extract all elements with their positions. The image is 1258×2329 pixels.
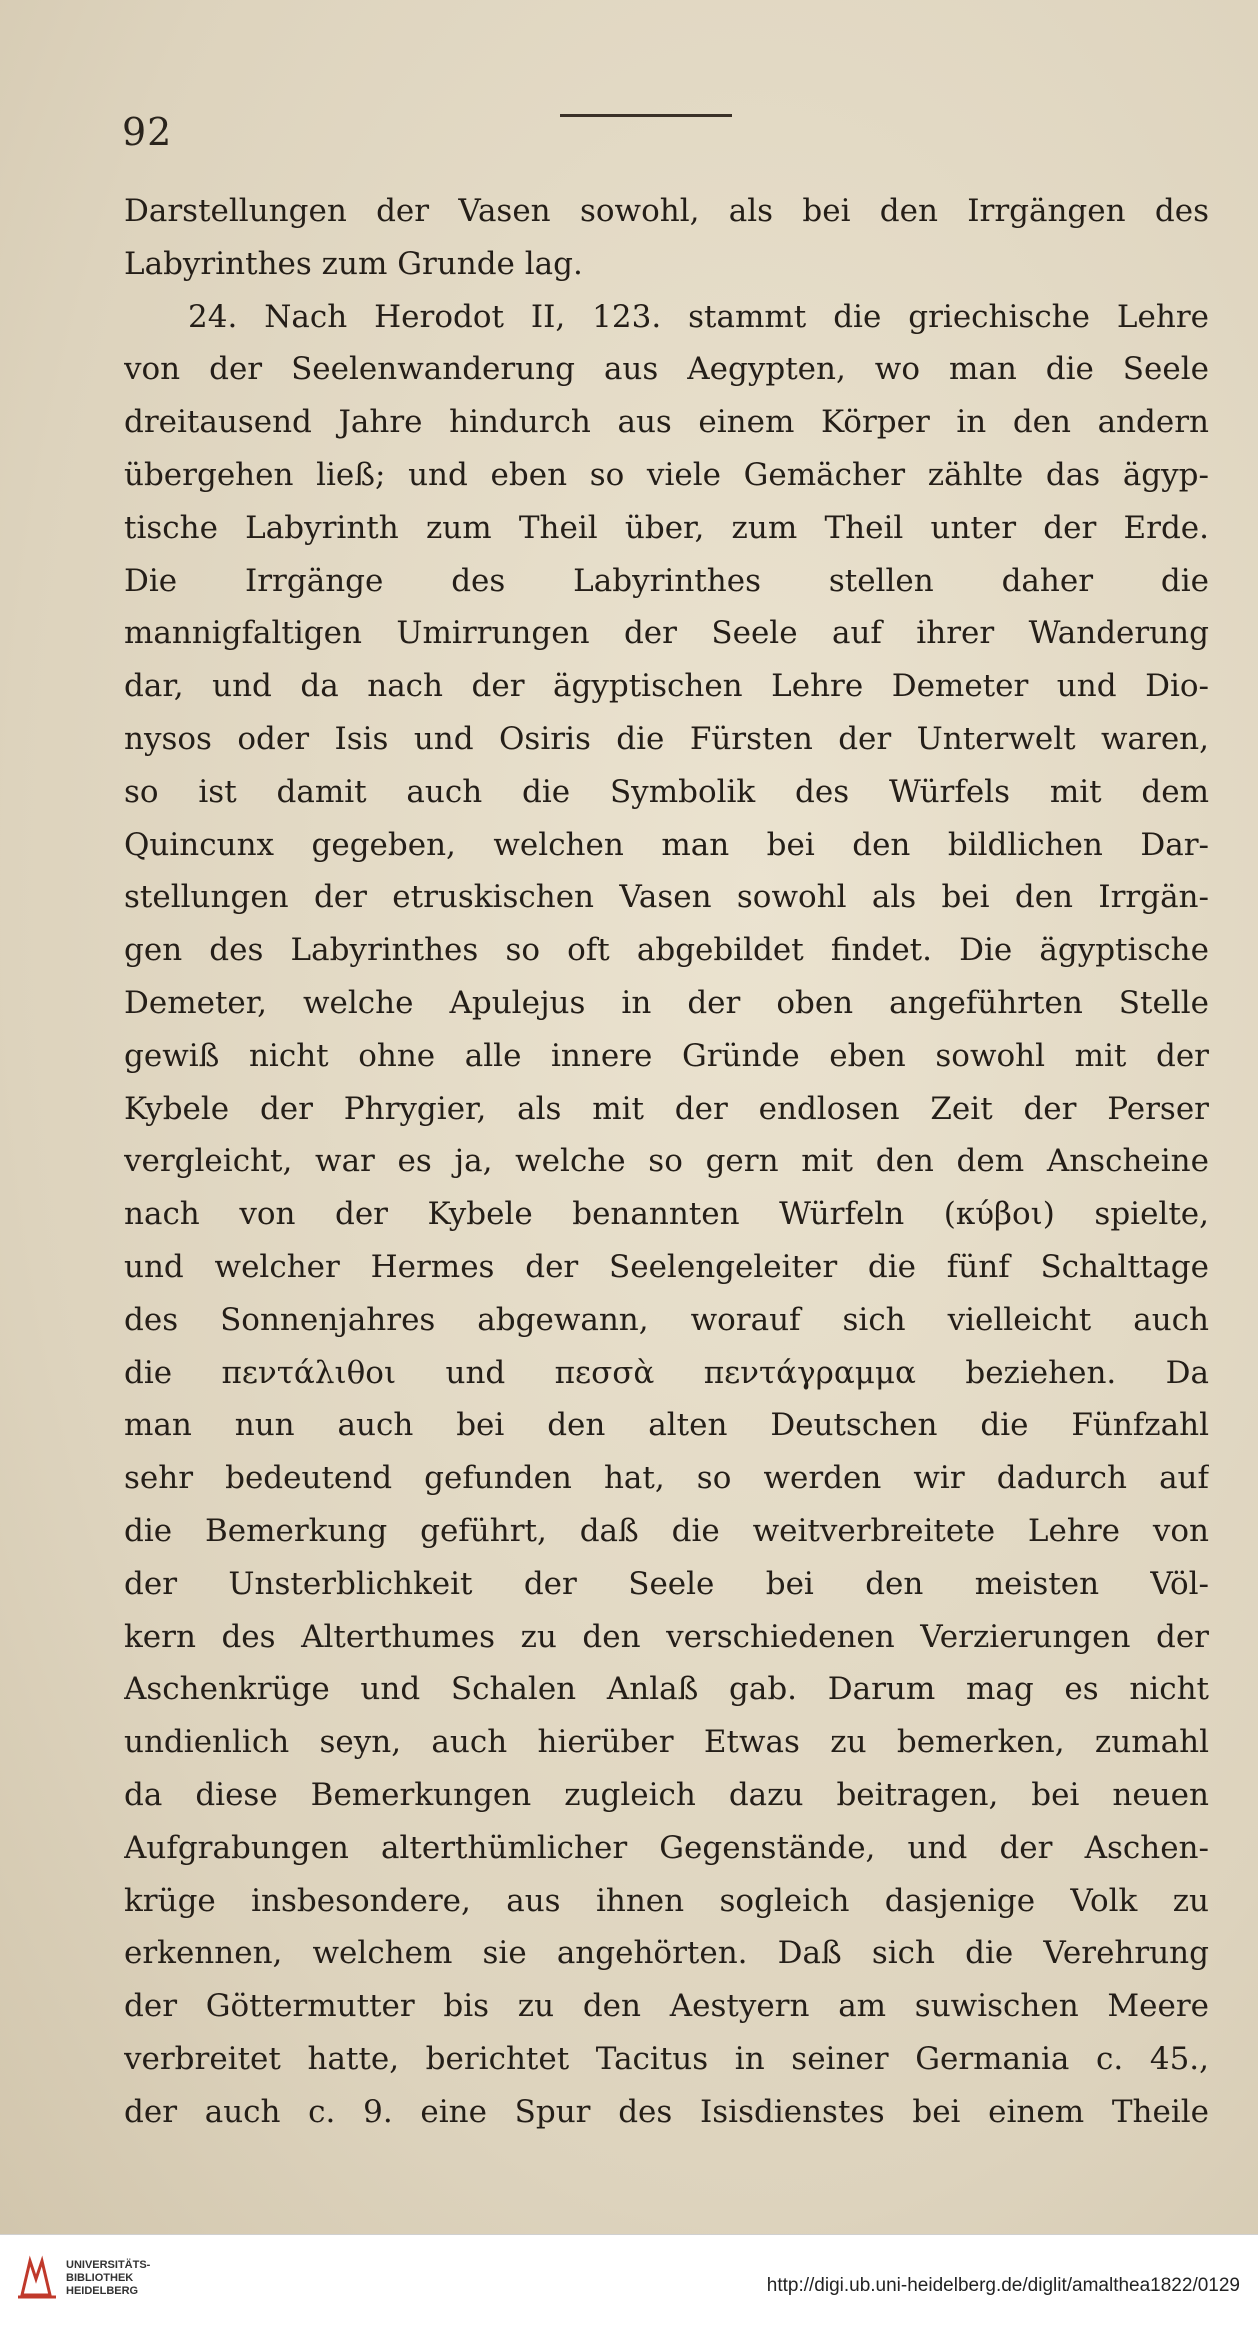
text-line: verbreitet hatte, berichtet Tacitus in seiner Germania c. 45., xyxy=(124,2040,1209,2077)
text-line: krüge insbesondere, aus ihnen sogleich dasjenige Volk zu xyxy=(124,1882,1209,1919)
viewer-footer xyxy=(0,2234,1258,2329)
text-line: die Bemerkung geführt, daß die weitverbreitete Lehre von xyxy=(124,1512,1209,1549)
text-line: sehr bedeutend gefunden hat, so werden wir dadurch auf xyxy=(124,1460,1209,1497)
text-line: dar, und da nach der ägyptischen Lehre Demeter und Dio- xyxy=(124,668,1209,705)
text-line: und welcher Hermes der Seelengeleiter die fünf Schalttage xyxy=(124,1248,1209,1285)
library-name-line: UNIVERSITÄTS- xyxy=(66,2259,151,2271)
text-line: da diese Bemerkungen zugleich dazu beitragen, bei neuen xyxy=(124,1776,1209,1813)
text-line: 24. Nach Herodot II, 123. stammt die griechische Lehre xyxy=(188,298,1209,335)
page-number: 92 xyxy=(122,110,173,154)
text-line: nach von der Kybele benannten Würfeln (κύβοι) spielte, xyxy=(124,1196,1209,1233)
text-line: des Sonnenjahres abgewann, worauf sich vielleicht auch xyxy=(124,1301,1209,1338)
text-line: kern des Alterthumes zu den verschiedenen Verzierungen der xyxy=(124,1618,1209,1655)
text-line: nysos oder Isis und Osiris die Fürsten der Unterwelt waren, xyxy=(124,720,1209,757)
header-rule xyxy=(560,114,732,117)
library-name-line: HEIDELBERG xyxy=(66,2285,139,2297)
text-line: mannigfaltigen Umirrungen der Seele auf ihrer Wanderung xyxy=(124,615,1209,652)
text-line: gewiß nicht ohne alle innere Gründe eben sowohl mit der xyxy=(124,1037,1209,1074)
text-line: von der Seelenwanderung aus Aegypten, wo man die Seele xyxy=(124,351,1209,388)
source-url-link[interactable]: http://digi.ub.uni-heidelberg.de/diglit/amalthea1822/0129 xyxy=(766,2275,1240,2296)
text-line: Darstellungen der Vasen sowohl, als bei den Irrgängen des xyxy=(124,193,1209,229)
text-line: tische Labyrinth zum Theil über, zum Theil unter der Erde. xyxy=(124,509,1209,546)
text-line: gen des Labyrinthes so oft abgebildet findet. Die ägyptische xyxy=(124,932,1209,969)
text-line: man nun auch bei den alten Deutschen die Fünfzahl xyxy=(124,1407,1209,1444)
university-seal-icon xyxy=(14,2255,60,2301)
text-line: Kybele der Phrygier, als mit der endlosen Zeit der Perser xyxy=(124,1090,1209,1127)
text-line: Quincunx gegeben, welchen man bei den bildlichen Dar- xyxy=(124,826,1209,863)
library-name xyxy=(66,2259,150,2298)
text-line: die πεντάλιθοι und πεσσὰ πεντάγραμμα beziehen. Da xyxy=(124,1354,1209,1391)
text-line: der Unsterblichkeit der Seele bei den meisten Völ- xyxy=(124,1565,1209,1602)
text-line: Aschenkrüge und Schalen Anlaß gab. Darum mag es nicht xyxy=(124,1671,1209,1708)
text-line: so ist damit auch die Symbolik des Würfels mit dem xyxy=(124,773,1209,810)
text-line: Aufgrabungen alterthümlicher Gegenstände, und der Aschen- xyxy=(124,1829,1209,1866)
text-line: vergleicht, war es ja, welche so gern mit den dem Anscheine xyxy=(124,1143,1209,1180)
text-line: Demeter, welche Apulejus in der oben angeführten Stelle xyxy=(124,984,1209,1021)
text-line: stellungen der etruskischen Vasen sowohl als bei den Irrgän- xyxy=(124,879,1209,916)
text-line: Labyrinthes zum Grunde lag. xyxy=(124,245,583,282)
text-line: der auch c. 9. eine Spur des Isisdienstes bei einem Theile xyxy=(124,2093,1209,2130)
text-line: dreitausend Jahre hindurch aus einem Körper in den andern xyxy=(124,404,1209,441)
library-name-line: BIBLIOTHEK xyxy=(66,2272,134,2284)
text-line: undienlich seyn, auch hierüber Etwas zu bemerken, zumahl xyxy=(124,1724,1209,1761)
body-text xyxy=(124,185,1209,2138)
text-line: erkennen, welchem sie angehörten. Daß sich die Verehrung xyxy=(124,1935,1209,1972)
text-line: Die Irrgänge des Labyrinthes stellen daher die xyxy=(124,562,1209,599)
text-line: der Göttermutter bis zu den Aestyern am suwischen Meere xyxy=(124,1988,1209,2025)
text-line: übergehen ließ; und eben so viele Gemächer zählte das ägyp- xyxy=(124,456,1209,493)
